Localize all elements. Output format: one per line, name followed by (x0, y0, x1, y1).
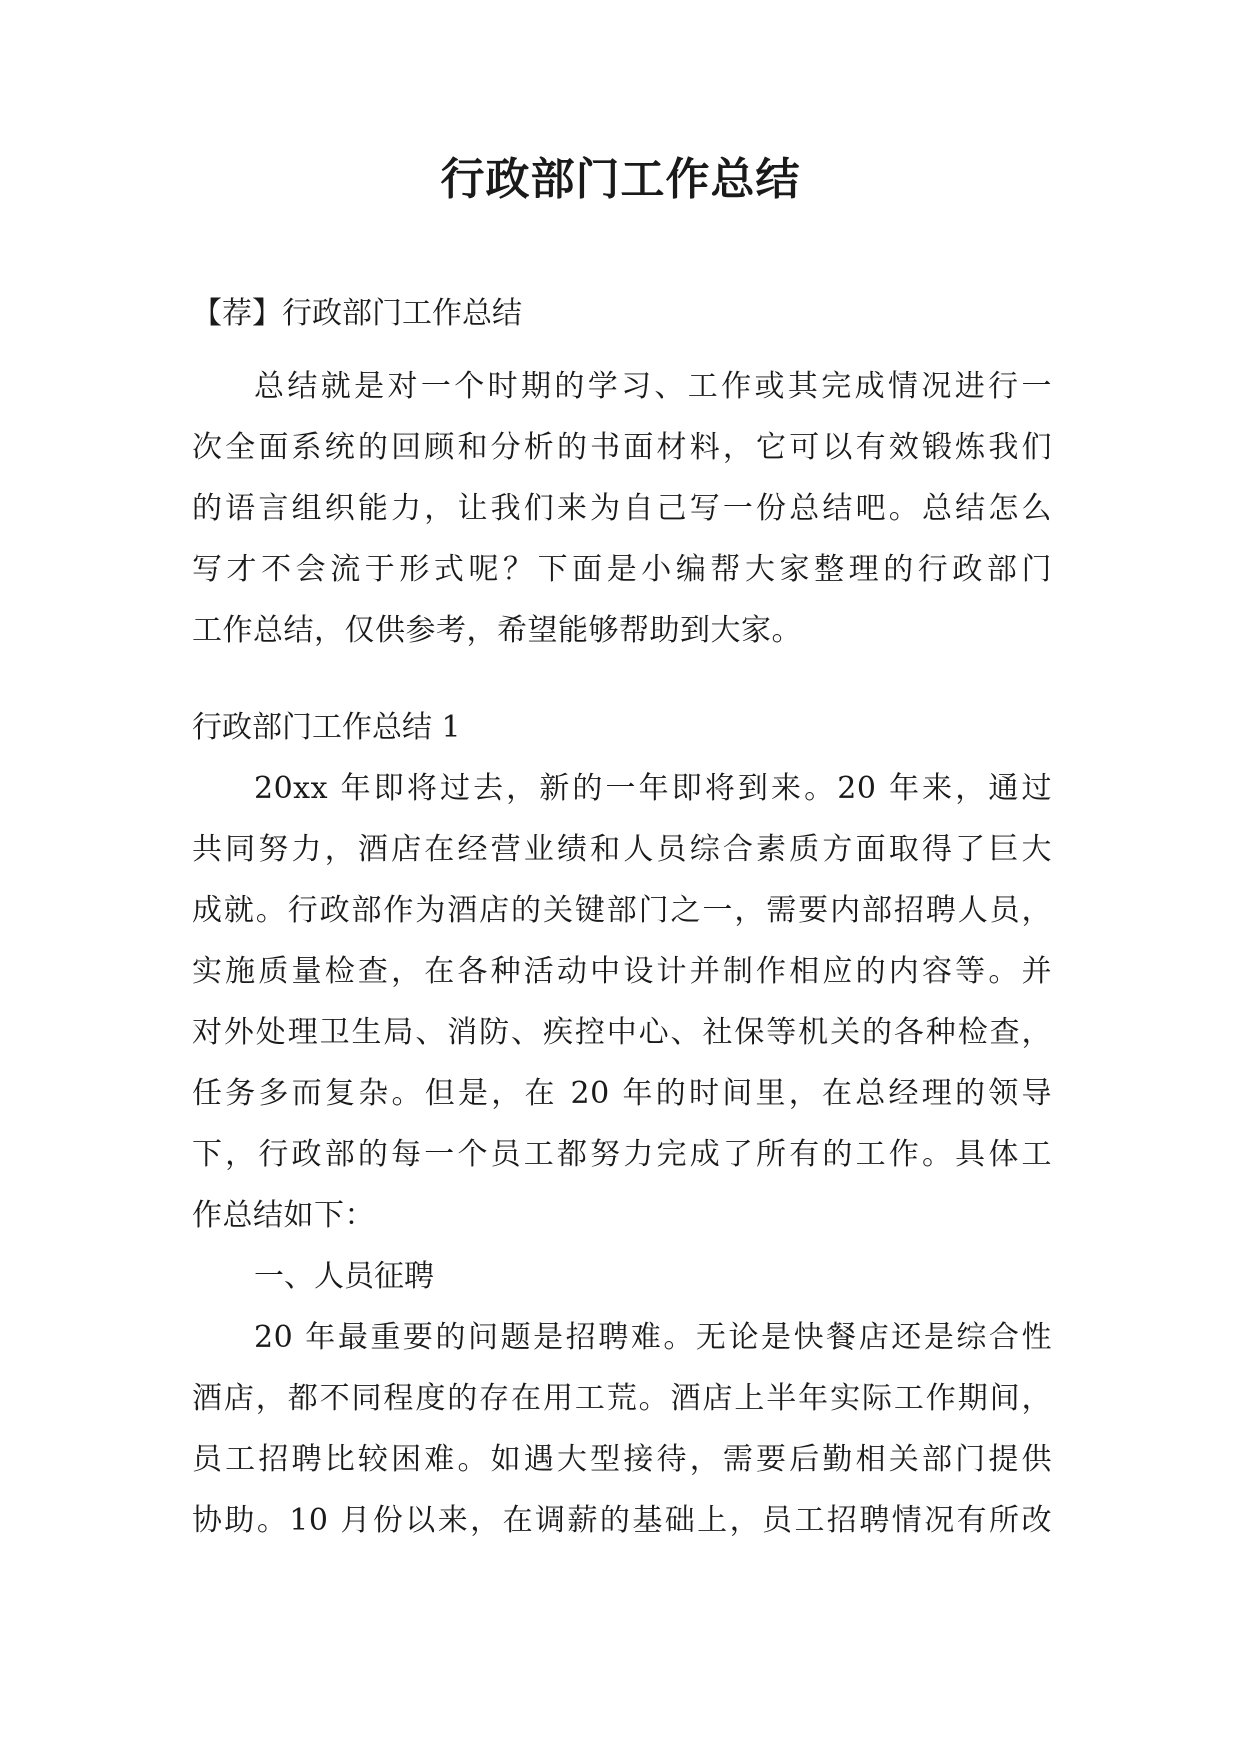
document-title: 行政部门工作总结 (440, 154, 801, 205)
intro-line: 次全面系统的回顾和分析的书面材料，它可以有效锻炼我们 (192, 430, 1052, 465)
intro-paragraph (192, 356, 1052, 661)
section-heading: 行政部门工作总结 1 (192, 710, 461, 745)
section1-line: 下，行政部的每一个员工都努力完成了所有的工作。具体工 (192, 1137, 1052, 1172)
intro-line: 的语言组织能力，让我们来为自己写一份总结吧。总结怎么 (192, 491, 1052, 526)
section1-line: 作总结如下： (192, 1198, 375, 1233)
section1-line: 20xx 年即将过去，新的一年即将到来。20 年来，通过 (254, 771, 1052, 806)
recruitment-line: 20 年最重要的问题是招聘难。无论是快餐店还是综合性 (254, 1320, 1052, 1355)
section1-line: 实施质量检查，在各种活动中设计并制作相应的内容等。并 (192, 954, 1052, 989)
recruitment-line: 酒店，都不同程度的存在用工荒。酒店上半年实际工作期间， (192, 1381, 1052, 1416)
section1-line: 任务多而复杂。但是，在 20 年的时间里，在总经理的领导 (192, 1076, 1052, 1111)
document-subtitle: 【荐】行政部门工作总结 (192, 296, 522, 331)
intro-line: 写才不会流于形式呢？下面是小编帮大家整理的行政部门 (192, 552, 1052, 587)
section1-line: 成就。行政部作为酒店的关键部门之一，需要内部招聘人员， (192, 893, 1052, 928)
intro-line: 工作总结，仅供参考，希望能够帮助到大家。 (192, 613, 802, 648)
section1-paragraph (192, 758, 1052, 1246)
recruitment-line: 协助。10 月份以来，在调薪的基础上，员工招聘情况有所改 (192, 1503, 1052, 1538)
section1-line: 共同努力，酒店在经营业绩和人员综合素质方面取得了巨大 (192, 832, 1052, 867)
recruitment-line: 员工招聘比较困难。如遇大型接待，需要后勤相关部门提供 (192, 1442, 1052, 1477)
intro-line: 总结就是对一个时期的学习、工作或其完成情况进行一 (254, 369, 1052, 404)
section1-line: 对外处理卫生局、消防、疾控中心、社保等机关的各种检查， (192, 1015, 1052, 1050)
recruitment-paragraph (192, 1307, 1052, 1551)
subheading-recruitment: 一、人员征聘 (254, 1259, 434, 1294)
